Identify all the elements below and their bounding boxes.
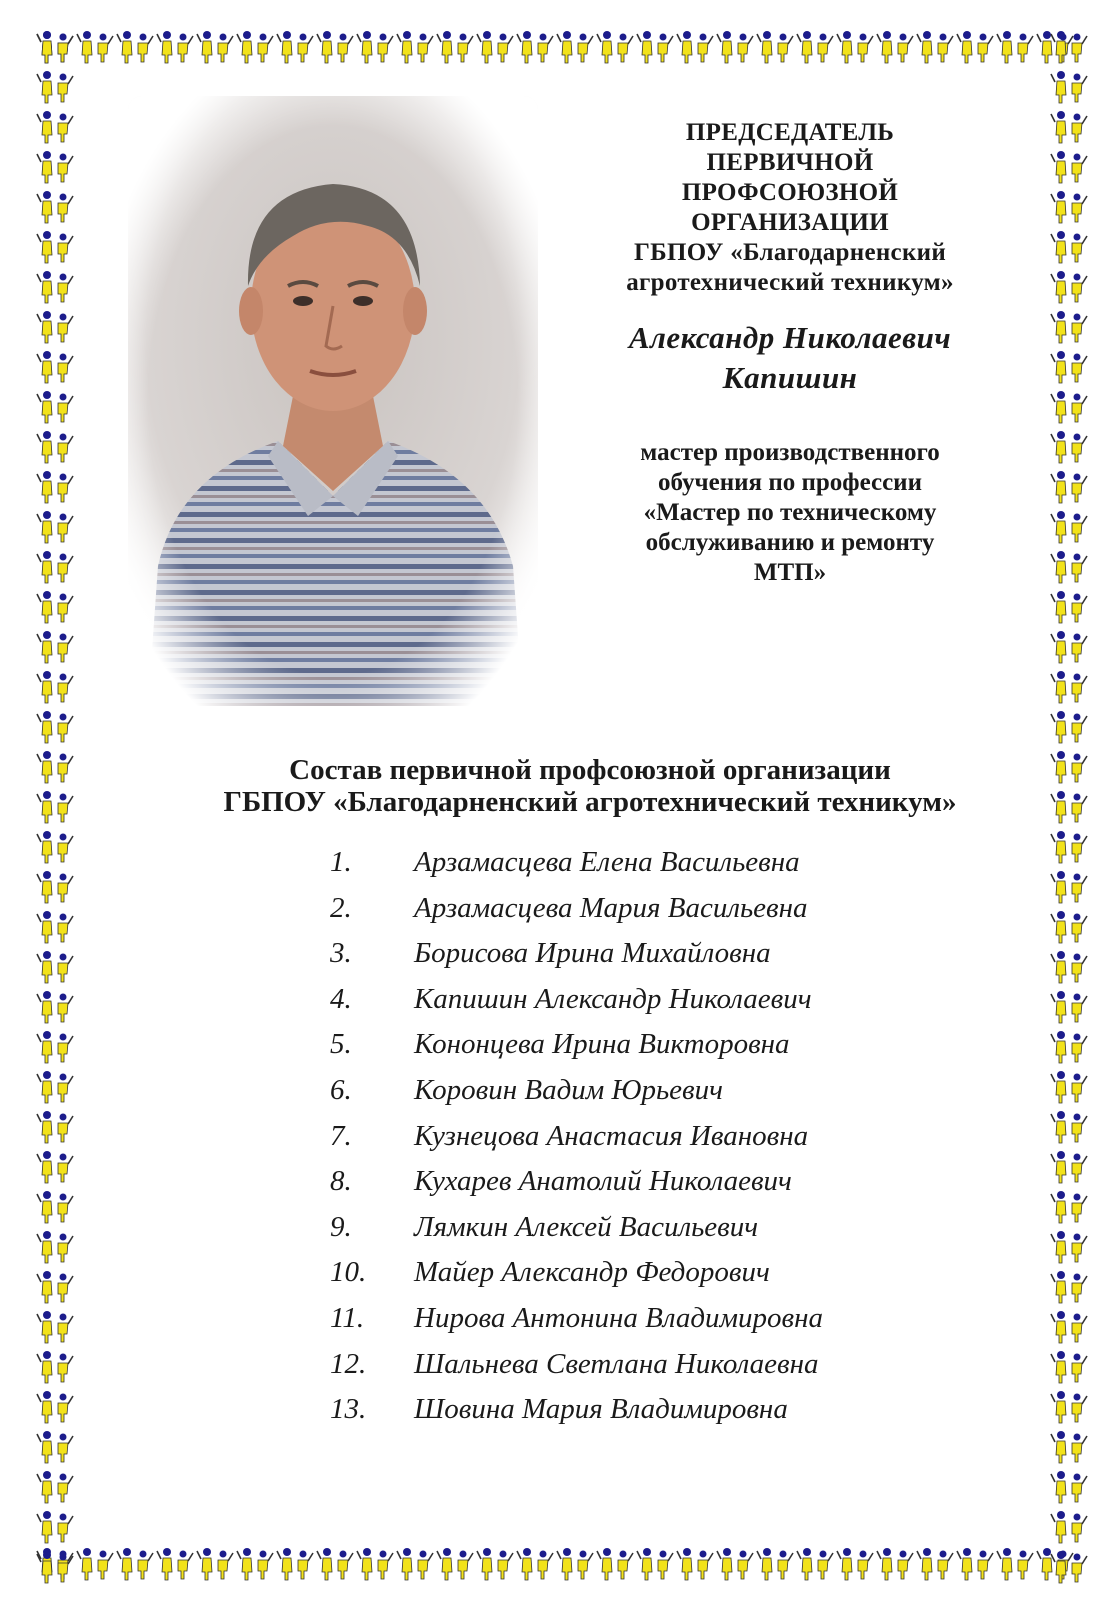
cheering-figure-icon — [1050, 1348, 1090, 1388]
cheering-figure-icon — [36, 1108, 76, 1148]
list-item — [330, 1346, 1030, 1392]
cheering-figure-icon — [36, 1148, 76, 1188]
cheering-figure-icon — [356, 28, 396, 68]
cheering-figure-icon — [276, 1545, 316, 1585]
position-line: мастер производственного — [640, 439, 940, 466]
cheering-figure-icon — [1050, 1508, 1090, 1548]
cheering-figure-icon — [636, 1545, 676, 1585]
cheering-figure-icon — [1050, 468, 1090, 508]
cheering-figure-icon — [1050, 1308, 1090, 1348]
cheering-figure-icon — [996, 1545, 1036, 1585]
cheering-figure-icon — [36, 68, 76, 108]
cheering-figure-icon — [36, 28, 76, 68]
list-item — [330, 1209, 1030, 1255]
cheering-figure-icon — [36, 1428, 76, 1468]
cheering-figure-icon — [36, 828, 76, 868]
cheering-figure-icon — [676, 28, 716, 68]
cheering-figure-icon — [956, 28, 996, 68]
member-name: Арзамасцева Елена Васильевна — [414, 846, 800, 878]
cheering-figure-icon — [716, 1545, 756, 1585]
title-line: ПЕРВИЧНОЙ — [706, 149, 874, 176]
border-left-col — [36, 28, 76, 1585]
cheering-figure-icon — [36, 668, 76, 708]
cheering-figure-icon — [36, 708, 76, 748]
member-name: Кузнецова Анастасия Ивановна — [414, 1119, 809, 1152]
position-line: МТП» — [753, 559, 827, 586]
cheering-figure-icon — [476, 28, 516, 68]
member-name: Капишин Александр Николаевич — [414, 982, 812, 1015]
cheering-figure-icon — [956, 1545, 996, 1585]
member-number: 11. — [330, 1301, 365, 1334]
cheering-figure-icon — [116, 28, 156, 68]
cheering-figure-icon — [1050, 268, 1090, 308]
member-number: 5. — [330, 1028, 352, 1061]
cheering-figure-icon — [156, 28, 196, 68]
border-bottom-row — [36, 1545, 1076, 1585]
cheering-figure-icon — [436, 28, 476, 68]
cheering-figure-icon — [1050, 188, 1090, 228]
cheering-figure-icon — [356, 1545, 396, 1585]
cheering-figure-icon — [516, 28, 556, 68]
title-line: ГБПОУ «Благодарненский — [633, 239, 947, 266]
cheering-figure-icon — [1050, 628, 1090, 668]
cheering-figure-icon — [76, 28, 116, 68]
cheering-figure-icon — [36, 1228, 76, 1268]
member-number: 8. — [330, 1165, 352, 1198]
member-name: Шальнева Светлана Николаевна — [414, 1347, 819, 1380]
list-item — [330, 1118, 1030, 1164]
member-number: 4. — [330, 982, 352, 1015]
cheering-figure-icon — [1050, 1548, 1090, 1585]
cheering-figure-icon — [1050, 348, 1090, 388]
member-name: Кухарев Анатолий Николаевич — [414, 1165, 792, 1198]
cheering-figure-icon — [1050, 1068, 1090, 1108]
member-number: 7. — [330, 1119, 352, 1152]
member-number: 9. — [330, 1210, 352, 1243]
cheering-figure-icon — [876, 1545, 916, 1585]
cheering-figure-icon — [1050, 1108, 1090, 1148]
member-name: Майер Александр Федорович — [414, 1256, 770, 1289]
cheering-figure-icon — [636, 28, 676, 68]
cheering-figure-icon — [1050, 548, 1090, 588]
member-number: 10. — [330, 1256, 367, 1289]
cheering-figure-icon — [276, 28, 316, 68]
cheering-figure-icon — [396, 28, 436, 68]
member-number: 12. — [330, 1347, 367, 1380]
member-name: Кононцева Ирина Викторовна — [414, 1028, 790, 1061]
cheering-figure-icon — [996, 28, 1036, 68]
cheering-figure-icon — [1050, 68, 1090, 108]
cheering-figure-icon — [1050, 1388, 1090, 1428]
cheering-figure-icon — [236, 1545, 276, 1585]
cheering-figure-icon — [1050, 388, 1090, 428]
cheering-figure-icon — [916, 28, 956, 68]
cheering-figure-icon — [196, 28, 236, 68]
cheering-figure-icon — [76, 1545, 116, 1585]
cheering-figure-icon — [36, 388, 76, 428]
cheering-figure-icon — [476, 1545, 516, 1585]
member-number: 6. — [330, 1073, 352, 1106]
members-list — [330, 844, 1030, 1437]
cheering-figure-icon — [756, 1545, 796, 1585]
position-line: обучения по профессии — [658, 469, 922, 496]
title-line: агротехнический техникум» — [626, 269, 954, 296]
cheering-figure-icon — [36, 948, 76, 988]
cheering-figure-icon — [1050, 1148, 1090, 1188]
cheering-figure-icon — [796, 1545, 836, 1585]
cheering-figure-icon — [836, 1545, 876, 1585]
list-item — [330, 1072, 1030, 1118]
name-line: Капишин — [722, 360, 858, 395]
cheering-figure-icon — [1050, 948, 1090, 988]
cheering-figure-icon — [36, 348, 76, 388]
cheering-figure-icon — [36, 908, 76, 948]
cheering-figure-icon — [1050, 1268, 1090, 1308]
cheering-figure-icon — [36, 548, 76, 588]
cheering-figure-icon — [876, 28, 916, 68]
cheering-figure-icon — [36, 1508, 76, 1548]
cheering-figure-icon — [36, 308, 76, 348]
list-item — [330, 1163, 1030, 1209]
member-name: Борисова Ирина Михайловна — [414, 937, 771, 970]
list-item — [330, 1391, 1030, 1437]
member-name: Лямкин Алексей Васильевич — [414, 1210, 759, 1243]
portrait-photo — [128, 96, 538, 706]
cheering-figure-icon — [36, 748, 76, 788]
cheering-figure-icon — [1050, 588, 1090, 628]
title-line: ОРГАНИЗАЦИИ — [691, 209, 889, 236]
cheering-figure-icon — [1050, 868, 1090, 908]
cheering-figure-icon — [1050, 508, 1090, 548]
cheering-figure-icon — [156, 1545, 196, 1585]
cheering-figure-icon — [1050, 428, 1090, 468]
cheering-figure-icon — [36, 108, 76, 148]
member-number: 13. — [330, 1393, 367, 1426]
members-section-title — [100, 754, 1080, 818]
cheering-figure-icon — [796, 28, 836, 68]
cheering-figure-icon — [36, 988, 76, 1028]
cheering-figure-icon — [116, 1545, 156, 1585]
list-item — [330, 1254, 1030, 1300]
cheering-figure-icon — [1050, 1428, 1090, 1468]
chairman-title — [560, 118, 1020, 298]
cheering-figure-icon — [556, 28, 596, 68]
list-item — [330, 935, 1030, 981]
cheering-figure-icon — [316, 28, 356, 68]
cheering-figure-icon — [36, 588, 76, 628]
border-bottom — [36, 1545, 1076, 1585]
cheering-figure-icon — [1050, 708, 1090, 748]
cheering-figure-icon — [36, 1348, 76, 1388]
cheering-figure-icon — [36, 1188, 76, 1228]
position-line: обслуживанию и ремонту — [645, 529, 935, 556]
cheering-figure-icon — [1050, 1028, 1090, 1068]
member-number: 3. — [330, 937, 352, 970]
cheering-figure-icon — [836, 28, 876, 68]
cheering-figure-icon — [716, 28, 756, 68]
cheering-figure-icon — [36, 1268, 76, 1308]
cheering-figure-icon — [36, 468, 76, 508]
section-title-line: ГБПОУ «Благодарненский агротехнический техникум» — [223, 786, 957, 818]
cheering-figure-icon — [1050, 308, 1090, 348]
cheering-figure-icon — [36, 188, 76, 228]
cheering-figure-icon — [36, 228, 76, 268]
section-title-line: Состав первичной профсоюзной организации — [289, 754, 891, 786]
cheering-figure-icon — [1050, 28, 1090, 68]
cheering-figure-icon — [1050, 988, 1090, 1028]
member-name: Арзамасцева Мария Васильевна — [414, 891, 808, 924]
cheering-figure-icon — [36, 1068, 76, 1108]
cheering-figure-icon — [36, 868, 76, 908]
cheering-figure-icon — [516, 1545, 556, 1585]
cheering-figure-icon — [1050, 908, 1090, 948]
list-item — [330, 1026, 1030, 1072]
cheering-figure-icon — [596, 1545, 636, 1585]
cheering-figure-icon — [36, 1548, 76, 1585]
chairman-position — [560, 438, 1020, 588]
cheering-figure-icon — [36, 788, 76, 828]
chairman-name — [560, 318, 1020, 398]
cheering-figure-icon — [36, 508, 76, 548]
cheering-figure-icon — [36, 1468, 76, 1508]
cheering-figure-icon — [1050, 668, 1090, 708]
cheering-figure-icon — [1050, 828, 1090, 868]
cheering-figure-icon — [436, 1545, 476, 1585]
border-top — [36, 28, 1076, 68]
list-item — [330, 981, 1030, 1027]
member-name: Коровин Вадим Юрьевич — [414, 1073, 723, 1106]
cheering-figure-icon — [36, 628, 76, 668]
list-item — [330, 844, 1030, 890]
title-line: ПРЕДСЕДАТЕЛЬ — [685, 119, 895, 146]
member-name: Нирова Антонина Владимировна — [414, 1301, 824, 1334]
cheering-figure-icon — [36, 268, 76, 308]
list-item — [330, 890, 1030, 936]
member-number: 1. — [330, 846, 352, 878]
cheering-figure-icon — [36, 1028, 76, 1068]
member-number: 2. — [330, 891, 352, 924]
cheering-figure-icon — [1050, 108, 1090, 148]
cheering-figure-icon — [556, 1545, 596, 1585]
cheering-figure-icon — [916, 1545, 956, 1585]
cheering-figure-icon — [316, 1545, 356, 1585]
border-left — [36, 28, 76, 1585]
cheering-figure-icon — [756, 28, 796, 68]
cheering-figure-icon — [1050, 148, 1090, 188]
cheering-figure-icon — [36, 1388, 76, 1428]
cheering-figure-icon — [36, 148, 76, 188]
cheering-figure-icon — [596, 28, 636, 68]
list-item — [330, 1300, 1030, 1346]
cheering-figure-icon — [36, 1308, 76, 1348]
chairman-info — [560, 118, 1020, 588]
cheering-figure-icon — [1050, 1468, 1090, 1508]
cheering-figure-icon — [196, 1545, 236, 1585]
cheering-figure-icon — [1050, 1228, 1090, 1268]
cheering-figure-icon — [1050, 1188, 1090, 1228]
cheering-figure-icon — [236, 28, 276, 68]
member-name: Шовина Мария Владимировна — [414, 1393, 788, 1426]
cheering-figure-icon — [676, 1545, 716, 1585]
name-line: Александр Николаевич — [628, 320, 952, 355]
cheering-figure-icon — [1050, 228, 1090, 268]
border-top-row — [36, 28, 1076, 68]
position-line: «Мастер по техническому — [643, 499, 937, 526]
title-line: ПРОФСОЮЗНОЙ — [681, 179, 899, 206]
cheering-figure-icon — [36, 428, 76, 468]
cheering-figure-icon — [396, 1545, 436, 1585]
